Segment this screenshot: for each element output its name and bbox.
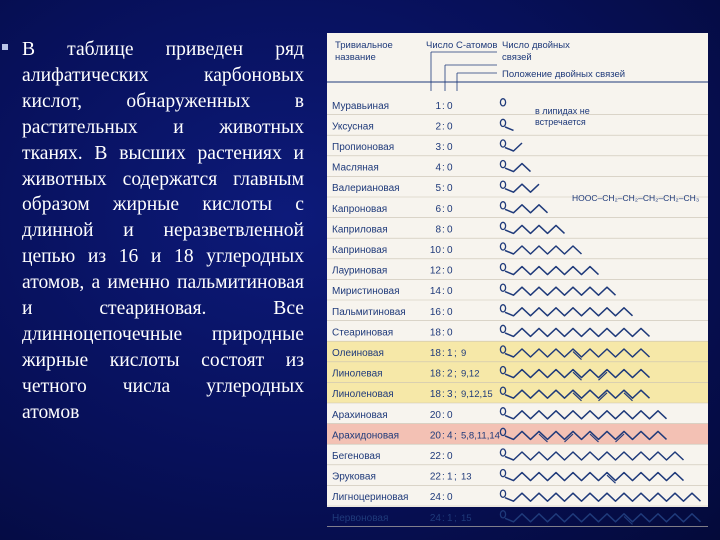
- carboxyl-icon: [500, 99, 505, 106]
- carbon-count: 20: [429, 409, 441, 421]
- table-row: [332, 511, 701, 525]
- acid-name: Арахиновая: [332, 409, 388, 421]
- acid-name: Нервоновая: [332, 512, 389, 524]
- note-line1: в липидах не: [535, 106, 590, 116]
- header-trivial-line1: Тривиальное: [335, 40, 393, 51]
- double-bond-count: 0: [447, 492, 453, 504]
- separator: :: [442, 471, 445, 483]
- double-bond-positions: 15: [461, 512, 472, 524]
- double-bond-count: 2: [447, 368, 453, 380]
- carboxyl-icon: [500, 305, 505, 312]
- double-bond-count: 1: [447, 471, 453, 483]
- double-bond-positions: 9,12,15: [461, 389, 493, 401]
- separator: :: [442, 265, 445, 277]
- carbon-count: 22: [429, 451, 441, 462]
- carbon-chain-icon: [505, 308, 633, 316]
- acid-name: Стеариновая: [332, 327, 394, 339]
- double-bond-positions: 5,8,11,14: [461, 430, 500, 442]
- carbon-count: 18: [429, 327, 441, 339]
- separator: ;: [454, 348, 457, 359]
- table-row: [332, 202, 548, 215]
- acid-name: Миристиновая: [332, 286, 400, 298]
- double-bond-count: 1: [447, 512, 453, 524]
- carbon-count: 16: [429, 306, 441, 318]
- separator: :: [442, 368, 445, 380]
- carbon-chain-icon: [505, 205, 548, 213]
- carbon-count: 24: [429, 512, 441, 524]
- separator: ;: [454, 471, 457, 483]
- table-row: [332, 222, 565, 235]
- carboxyl-icon: [500, 119, 505, 126]
- table-row: [332, 470, 684, 484]
- double-bond-count: 0: [447, 183, 453, 195]
- carboxyl-icon: [500, 490, 505, 497]
- acid-name: Эруковая: [332, 471, 376, 483]
- carbon-chain-icon: [505, 143, 522, 151]
- separator: :: [442, 245, 445, 256]
- formula: HOOC–CH₂–CH₂–CH₂–CH₂–CH₃: [572, 193, 700, 203]
- carbon-chain-icon: [505, 225, 565, 233]
- table-row: [332, 264, 599, 277]
- acid-name: Пальмитиновая: [332, 306, 406, 318]
- carbon-count: 3: [435, 142, 441, 153]
- header-carbon: Число С-атомов: [426, 40, 498, 51]
- separator: :: [442, 203, 445, 215]
- table-row: [332, 490, 701, 503]
- separator: ;: [454, 430, 457, 442]
- carbon-count: 18: [429, 348, 441, 359]
- carbon-chain-icon: [505, 164, 531, 172]
- carbon-chain-icon: [505, 473, 684, 481]
- double-bond-count: 0: [447, 265, 453, 277]
- separator: ;: [454, 389, 457, 401]
- acid-name: Линолевая: [332, 368, 383, 380]
- acid-name: Каприновая: [332, 245, 388, 256]
- separator: :: [442, 389, 445, 401]
- carbon-chain-icon: [505, 328, 650, 336]
- acid-name: Лигноцериновая: [332, 492, 409, 504]
- description-paragraph: В таблице приведен ряд алифатических карбоновых кислот, обнаруженных в растительных и животных тканях. В высших растениях и животных содержатся главным образом жирные кислоты с длинной и неразветвленной цепью из 16 и 18 углеродных атомов, а именно пальмитиновая и стеариновая. Все длинноцепочечные природные жирные кислоты состоят из четного числа углеродных атомов: [22, 39, 304, 423]
- carbon-count: 18: [429, 368, 441, 380]
- header-positions: Положение двойных связей: [502, 69, 626, 80]
- double-bond-count: 0: [447, 286, 453, 298]
- carbon-chain-icon: [505, 127, 514, 130]
- acid-name: Бегеновая: [332, 451, 381, 462]
- carbon-count: 20: [429, 430, 441, 442]
- carbon-count: 4: [435, 162, 441, 174]
- separator: :: [442, 100, 445, 112]
- carbon-chain-icon: [505, 267, 599, 275]
- double-bond-count: 1: [447, 348, 453, 359]
- carbon-count: 1: [435, 100, 441, 112]
- double-bond-count: 3: [447, 389, 453, 401]
- header-double-line1: Число двойных: [502, 40, 570, 51]
- carbon-count: 5: [435, 183, 441, 195]
- carbon-count: 8: [435, 224, 441, 236]
- carbon-chain-icon: [505, 287, 616, 295]
- acid-name: Валериановая: [332, 183, 400, 195]
- double-bond-count: 0: [447, 306, 453, 318]
- acid-name: Линоленовая: [332, 389, 394, 401]
- double-bond-count: 0: [447, 224, 453, 236]
- table-row: [332, 99, 506, 112]
- carbon-count: 14: [429, 286, 441, 298]
- separator: :: [442, 142, 445, 153]
- table-row: [332, 408, 667, 421]
- acid-name: Олеиновая: [332, 348, 384, 359]
- double-bond-count: 0: [447, 327, 453, 339]
- header-double-line2: связей: [502, 52, 532, 63]
- carboxyl-icon: [500, 325, 505, 332]
- separator: :: [442, 183, 445, 195]
- table-row: [332, 325, 650, 338]
- row-highlight: [327, 341, 708, 362]
- carboxyl-icon: [500, 449, 505, 456]
- double-bond-count: 0: [447, 100, 453, 112]
- separator: :: [442, 451, 445, 462]
- header-trivial-line2: название: [335, 52, 376, 63]
- acid-name: Пропионовая: [332, 142, 395, 153]
- carboxyl-icon: [500, 161, 505, 168]
- double-bond-count: 0: [447, 203, 453, 215]
- separator: ;: [454, 368, 457, 380]
- table-row: [332, 161, 531, 174]
- carboxyl-icon: [500, 264, 505, 271]
- carbon-count: 22: [429, 471, 441, 483]
- carboxyl-icon: [500, 181, 505, 188]
- carbon-count: 2: [435, 121, 441, 133]
- table-row: [332, 243, 582, 256]
- double-bond-positions: 13: [461, 471, 472, 483]
- separator: ;: [454, 512, 457, 524]
- table-row: [332, 305, 633, 318]
- double-bond-count: 0: [447, 245, 453, 256]
- table-row: [332, 140, 522, 153]
- carboxyl-icon: [500, 470, 505, 477]
- acid-name: Уксусная: [332, 121, 374, 133]
- separator: :: [442, 224, 445, 236]
- separator: :: [442, 121, 445, 133]
- carbon-chain-icon: [505, 493, 701, 501]
- separator: :: [442, 430, 445, 442]
- separator: :: [442, 286, 445, 298]
- acid-name: Арахидоновая: [332, 430, 400, 442]
- carbon-chain-icon: [505, 514, 701, 522]
- acid-name: Муравьиная: [332, 100, 390, 112]
- double-bond-count: 0: [447, 142, 453, 153]
- double-bond-positions: 9,12: [461, 368, 480, 380]
- fatty-acids-table: [327, 33, 708, 524]
- carbon-chain-icon: [505, 452, 684, 460]
- separator: :: [442, 409, 445, 421]
- separator: :: [442, 492, 445, 504]
- carboxyl-icon: [500, 222, 505, 229]
- carbon-chain-icon: [505, 411, 667, 419]
- separator: :: [442, 512, 445, 524]
- double-bond-count: 4: [447, 430, 453, 442]
- carbon-chain-icon: [505, 246, 582, 254]
- carboxyl-icon: [500, 202, 505, 209]
- table-graphic: [327, 33, 708, 524]
- bullet-icon: [2, 44, 8, 50]
- carbon-count: 6: [435, 203, 441, 215]
- carbon-count: 10: [429, 245, 441, 256]
- double-bond-count: 0: [447, 409, 453, 421]
- double-bond-count: 0: [447, 451, 453, 462]
- table-row: [332, 449, 684, 462]
- separator: :: [442, 162, 445, 174]
- carboxyl-icon: [500, 140, 505, 147]
- table-row: [332, 284, 616, 297]
- carboxyl-icon: [500, 511, 505, 518]
- carboxyl-icon: [500, 243, 505, 250]
- acid-name: Каприловая: [332, 224, 388, 236]
- carboxyl-icon: [500, 408, 505, 415]
- carbon-count: 12: [429, 265, 441, 277]
- carbon-count: 18: [429, 389, 441, 401]
- carbon-count: 24: [429, 492, 441, 504]
- acid-name: Капроновая: [332, 203, 388, 215]
- acid-name: Масляная: [332, 162, 379, 174]
- separator: :: [442, 348, 445, 359]
- carboxyl-icon: [500, 284, 505, 291]
- carbon-chain-icon: [505, 184, 539, 192]
- table-row: [332, 181, 539, 194]
- note-line2: встречается: [535, 117, 586, 127]
- acid-name: Лауриновая: [332, 265, 388, 277]
- double-bond-positions: 9: [461, 348, 467, 359]
- row-highlight: [327, 362, 708, 383]
- double-bond-count: 0: [447, 162, 453, 174]
- separator: :: [442, 306, 445, 318]
- table-row: [332, 119, 514, 132]
- double-bond-count: 0: [447, 121, 453, 133]
- separator: :: [442, 327, 445, 339]
